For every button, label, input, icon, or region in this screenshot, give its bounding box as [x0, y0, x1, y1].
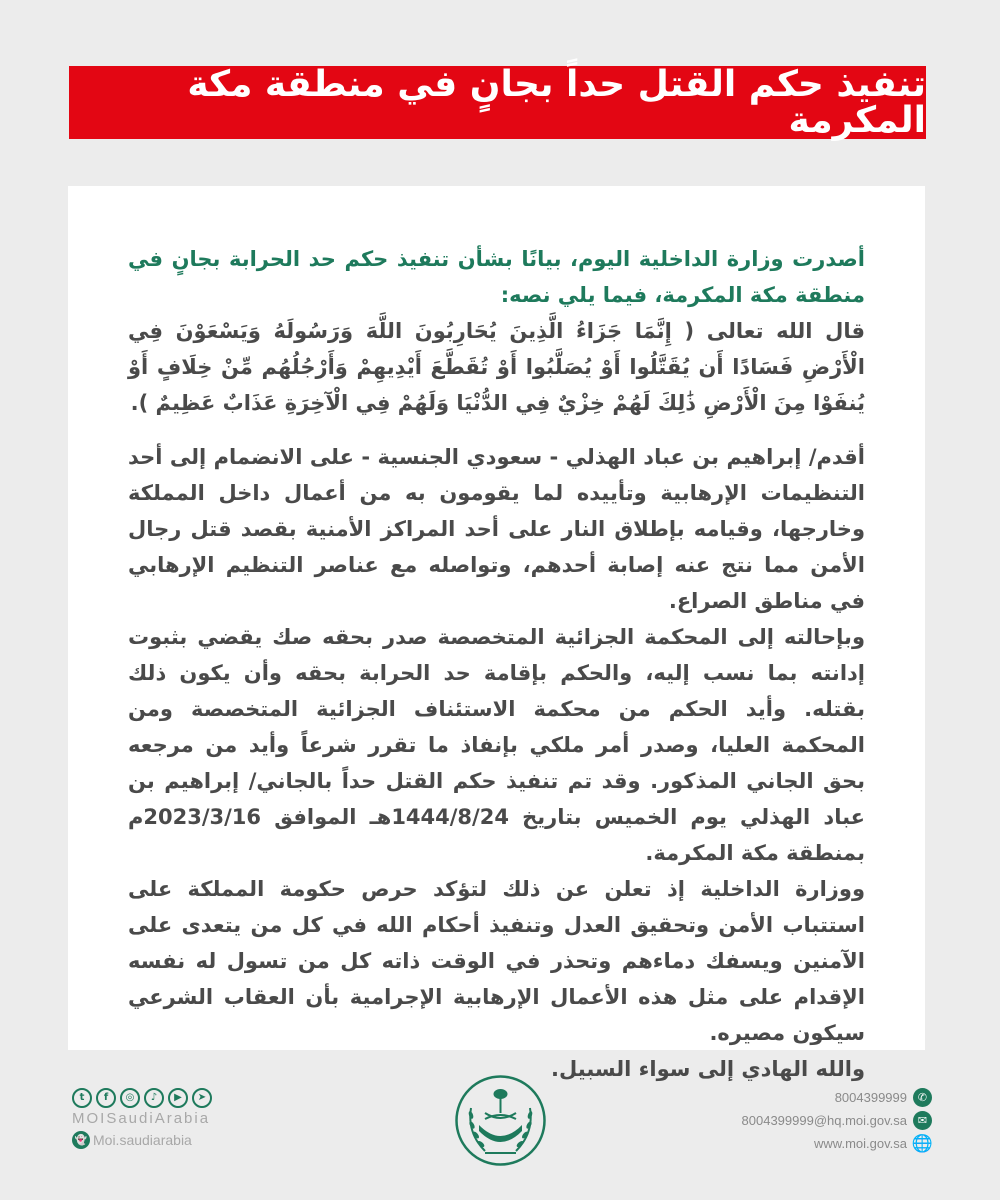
- moi-emblem-icon: [453, 1073, 548, 1168]
- phone-row[interactable]: [835, 1088, 932, 1107]
- instagram-icon[interactable]: ◎: [120, 1088, 140, 1108]
- snapchat-icon: 👻: [72, 1131, 90, 1149]
- statement-paragraph-crime: أقدم/ إبراهيم بن عباد الهذلي - سعودي الجنسية - على الانضمام إلى أحد التنظيمات الإرهابية وتأييده لما يقومون به من أعمال داخل المملكة وخارجها، وقيامه بإطلاق النار على أحد المراكز الأمنية بقصد قتل رجال الأمن مما نتج عنه إصابة أحدهم، وتواصله مع عناصر التنظيم الإرهابي في مناطق الصراع.: [128, 445, 865, 613]
- facebook-icon[interactable]: f: [96, 1088, 116, 1108]
- twitter-icon[interactable]: t: [72, 1088, 92, 1108]
- website-url: www.moi.gov.sa: [814, 1136, 907, 1151]
- social-icons-row: [72, 1088, 242, 1108]
- email-address: 8004399999@hq.moi.gov.sa: [741, 1113, 907, 1128]
- tiktok-icon[interactable]: ♪: [144, 1088, 164, 1108]
- statement-paragraph-warning: ووزارة الداخلية إذ تعلن عن ذلك لتؤكد حرص حكومة المملكة على استتباب الأمن وتحقيق العدل وتنفيذ أحكام الله في كل من يتعدى على الآمنين ويسفك دماءهم وتحذر في الوقت ذاته كل من تسول له نفسه الإقدام على مثل هذه الأعمال الإرهابية الإجرامية بأن العقاب الشرعي سيكون مصيره.: [128, 877, 865, 1045]
- moi-emblem-logo: [453, 1073, 548, 1168]
- quran-verse: قال الله تعالى ( إِنَّمَا جَزَاءُ الَّذِينَ يُحَارِبُونَ اللَّهَ وَرَسُولَهُ وَيَسْعَوْنَ فِي الْأَرْضِ فَسَادًا أَن يُقَتَّلُوا أَوْ يُصَلَّبُوا أَوْ تُقَطَّعَ أَيْدِيهِمْ وَأَرْجُلُهُم مِّنْ خِلَافٍ أَوْ يُنفَوْا مِنَ الْأَرْضِ ذَٰلِكَ لَهُمْ خِزْيٌ فِي الدُّنْيَا وَلَهُمْ فِي الْآخِرَةِ عَذَابٌ عَظِيمٌ ).: [128, 319, 865, 415]
- email-icon: ✉: [913, 1111, 932, 1130]
- statement-card: [68, 186, 925, 1081]
- youtube-icon[interactable]: ▶: [168, 1088, 188, 1108]
- social-handle: MOISaudiArabia: [72, 1110, 211, 1127]
- page-title: تنفيذ حكم القتل حداً بجانٍ في منطقة مكة المكرمة: [187, 63, 926, 141]
- title-banner: [69, 63, 926, 141]
- telegram-icon[interactable]: ➤: [192, 1088, 212, 1108]
- statement-paragraph-verdict: وبإحالته إلى المحكمة الجزائية المتخصصة صدر بحقه صك يقضي بثبوت إدانته بما نسب إليه، والحكم بإقامة حد الحرابة بحقه وأن يكون ذلك بقتله. وأيد الحكم من محكمة الاستئناف الجزائية المتخصصة ومن المحكمة العليا، وصدر أمر ملكي بإنفاذ ما تقرر شرعاً وأيد من مرجعه بحق الجاني المذكور. وقد تم تنفيذ حكم القتل حداً بالجاني/ إبراهيم بن عباد الهذلي يوم الخميس بتاريخ 1444/8/24هـ الموافق 2023/3/16م بمنطقة مكة المكرمة.: [128, 625, 865, 865]
- contact-block: [742, 1088, 932, 1153]
- snapchat-handle: Moi.saudiarabia: [93, 1132, 192, 1148]
- globe-cursor-icon: 🌐: [911, 1133, 934, 1154]
- website-row[interactable]: [814, 1134, 932, 1153]
- statement-intro: أصدرت وزارة الداخلية اليوم، بيانًا بشأن تنفيذ حكم حد الحرابة بجانٍ في منطقة مكة المكرمة، فيما يلي نصه:: [128, 247, 865, 307]
- email-row[interactable]: [742, 1111, 932, 1130]
- snapchat-row[interactable]: [72, 1131, 242, 1149]
- statement-closing: والله الهادي إلى سواء السبيل.: [551, 1057, 865, 1081]
- social-block: [72, 1088, 242, 1149]
- phone-number: 8004399999: [834, 1090, 907, 1105]
- phone-icon: ✆: [913, 1088, 932, 1107]
